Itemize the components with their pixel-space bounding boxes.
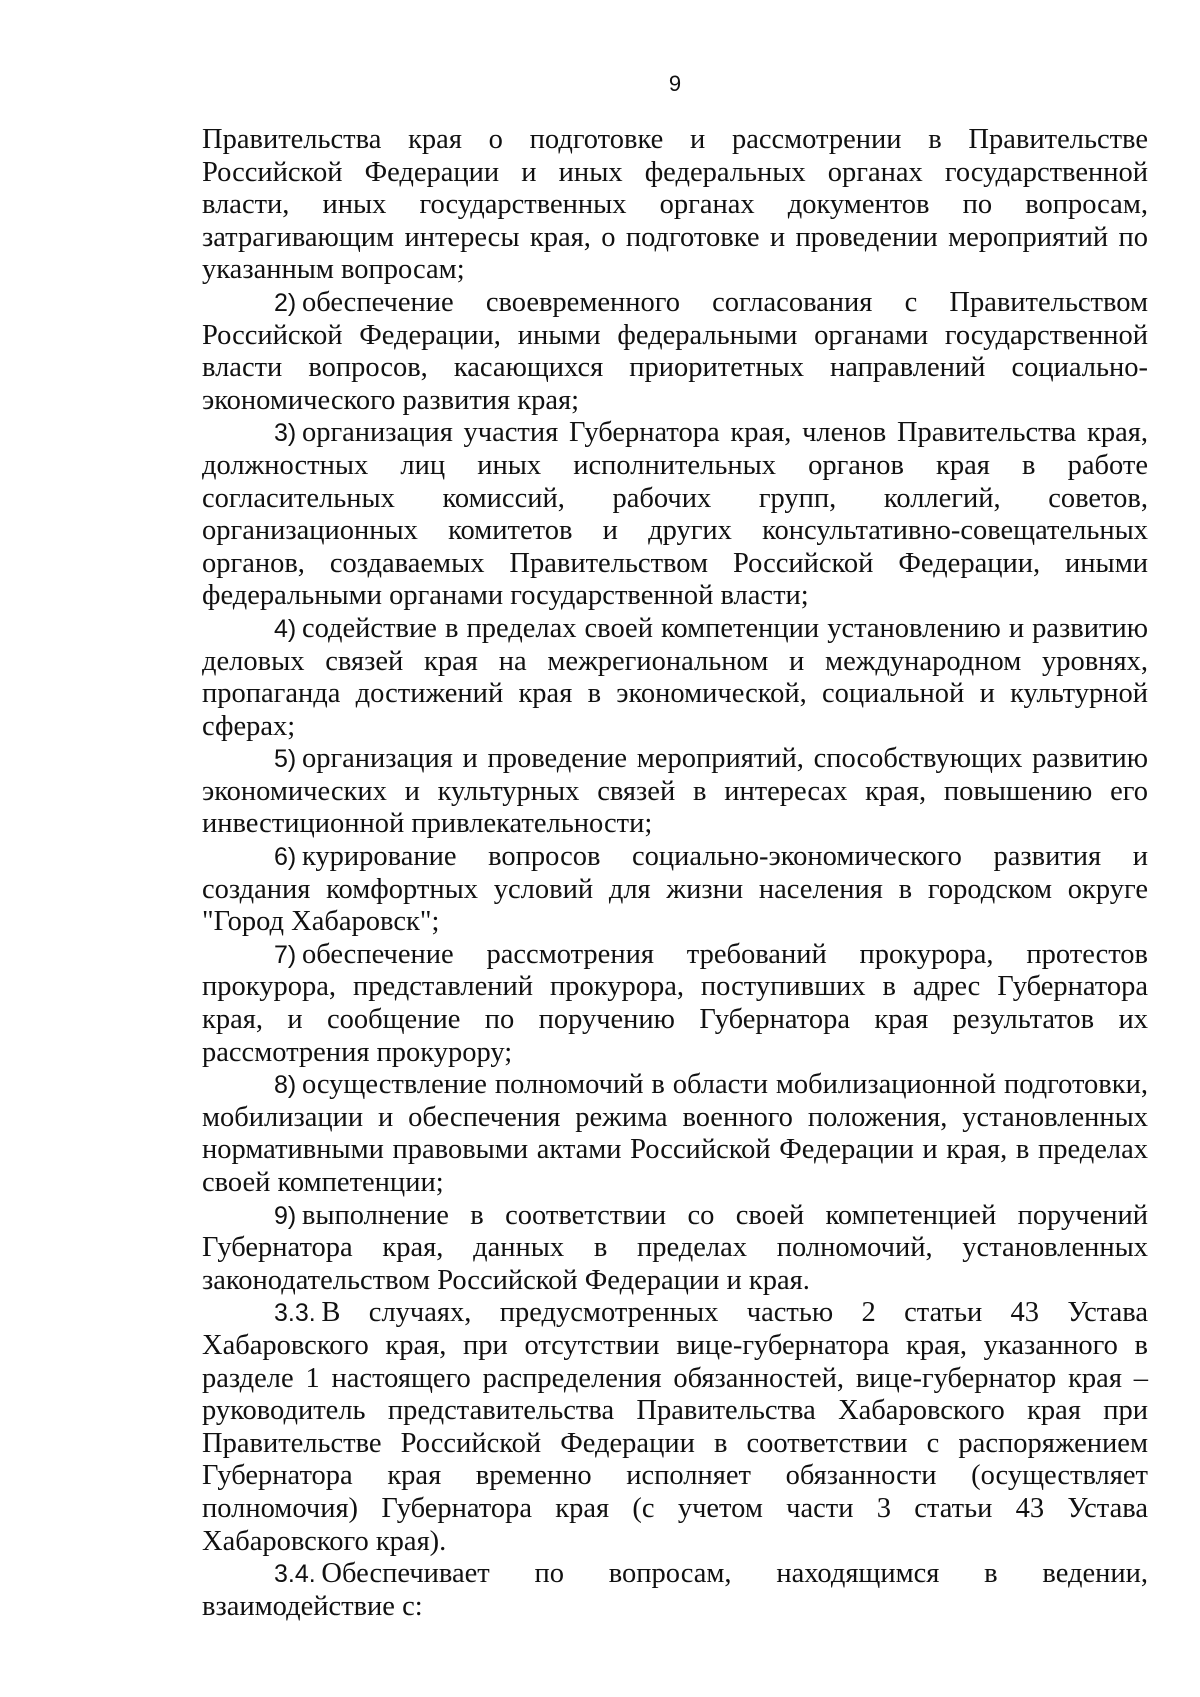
item-number: 6) [274, 843, 297, 872]
list-item-3 [202, 417, 1148, 613]
section-number: 3.4. [274, 1560, 316, 1589]
paragraph-text: выполнение в соответствии со своей компетенцией поручений Губернатора края, данных в пределах полномочий, установленных законодательством Российской Федерации и края. [202, 1199, 1148, 1296]
list-item-2 [202, 287, 1148, 417]
paragraph-text: В случаях, предусмотренных частью 2 статьи 43 Устава Хабаровского края, при отсутствии вице-губернатора края, указанного в разделе 1 настоящего распределения обязанностей, вице-губернатор края – руководитель представительства Правительства Хабаровского края при Правительстве Российской Федерации в соответствии с распоряжением Губернатора края временно исполняет обязанности (осуществляет полномочия) Губернатора края (с учетом части 3 статьи 43 Устава Хабаровского края). [202, 1297, 1148, 1557]
section-3-4 [202, 1558, 1148, 1623]
item-number: 5) [274, 745, 297, 774]
paragraph-text: Правительства края о подготовке и рассмотрении в Правительстве Российской Федерации и иных федеральных органах государственной власти, иных государственных органах документов по вопросам, затрагивающим интересы края, о подготовке и проведении мероприятий по указанным вопросам; [202, 124, 1148, 286]
paragraph-continuation [202, 124, 1148, 287]
section-3-3 [202, 1297, 1148, 1558]
item-number: 7) [274, 940, 297, 969]
paragraph-text: Обеспечивает по вопросам, находящимся в ведении, взаимодействие с: [202, 1558, 1148, 1622]
paragraph-text: осуществление полномочий в области мобилизационной подготовки, мобилизации и обеспечения режима военного положения, установленных нормативными правовыми актами Российской Федерации и края, в пределах своей компетенции; [202, 1069, 1148, 1198]
document-body [202, 124, 1148, 1623]
list-item-4 [202, 613, 1148, 743]
list-item-7 [202, 939, 1148, 1069]
paragraph-text: обеспечение рассмотрения требований прокурора, протестов прокурора, представлений прокурора, поступивших в адрес Губернатора края, и сообщение по поручению Губернатора края результатов их рассмотрения прокурору; [202, 938, 1148, 1068]
list-item-8 [202, 1069, 1148, 1199]
item-number: 4) [274, 614, 297, 643]
list-item-6 [202, 841, 1148, 939]
paragraph-text: обеспечение своевременного согласования с Правительством Российской Федерации, иными федеральными органами государственной власти вопросов, касающихся приоритетных направлений социально-экономического развития края; [202, 286, 1148, 416]
paragraph-text: содействие в пределах своей компетенции установлению и развитию деловых связей края на межрегиональном и международном уровнях, пропаганда достижений края в экономической, социальной и культурной сферах; [202, 612, 1148, 742]
page-number: 9 [668, 71, 682, 96]
item-number: 8) [274, 1071, 297, 1100]
paragraph-text: организация участия Губернатора края, членов Правительства края, должностных лиц иных исполнительных органов края в работе согласительных комиссий, рабочих групп, коллегий, советов, организационных комитетов и других консультативно-совещательных органов, создаваемых Правительством Российской Федерации, иными федеральными органами государственной власти; [202, 417, 1148, 612]
item-number: 2) [274, 288, 297, 317]
list-item-9 [202, 1200, 1148, 1298]
paragraph-text: организация и проведение мероприятий, способствующих развитию экономических и культурных связей в интересах края, повышению его инвестиционной привлекательности; [202, 743, 1148, 840]
paragraph-text: курирование вопросов социально-экономического развития и создания комфортных условий для жизни населения в городском округе "Город Хабаровск"; [202, 841, 1148, 938]
item-number: 9) [274, 1201, 297, 1230]
list-item-5 [202, 743, 1148, 841]
item-number: 3) [274, 419, 297, 448]
section-number: 3.3. [274, 1299, 316, 1328]
